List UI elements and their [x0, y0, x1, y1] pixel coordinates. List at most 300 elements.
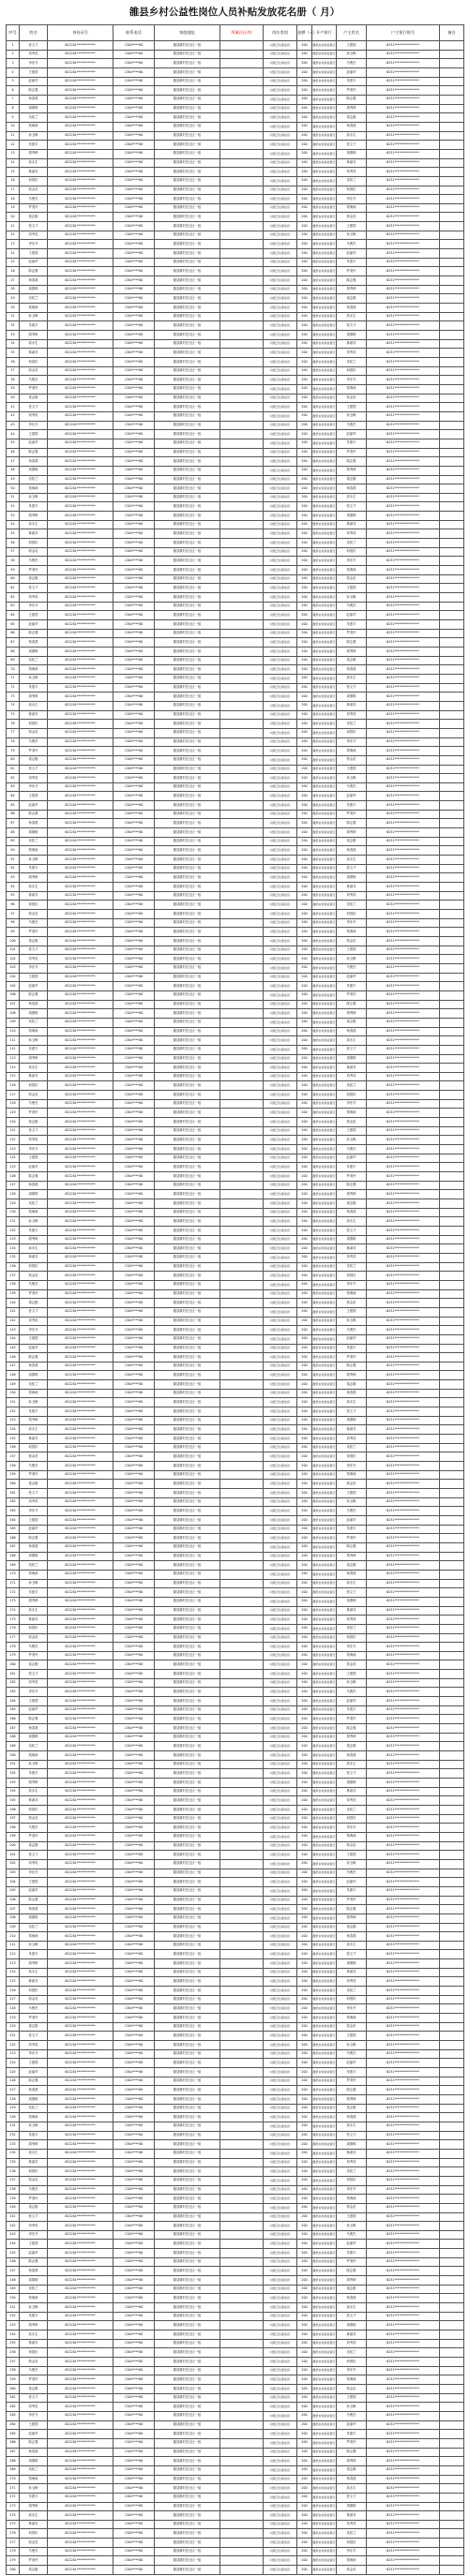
cell-remark: [440, 512, 464, 521]
cell-post-type: 村级卫生保洁员: [264, 1362, 297, 1371]
cell-id: 622201************: [48, 2222, 113, 2231]
cell-holder: 孙玉梅: [337, 50, 367, 59]
cell-id: 622201************: [48, 1280, 113, 1289]
cell-holder: 王建国: [337, 1851, 367, 1860]
cell-address: 雒县镇村庄社区一组: [155, 1199, 220, 1209]
cell-account: 6231****************: [367, 982, 440, 991]
cell-account: 6231****************: [367, 67, 440, 77]
cell-name: 陈志强: [20, 2257, 48, 2267]
cell-id: 622201************: [48, 1886, 113, 1896]
cell-account: 6231****************: [367, 502, 440, 512]
cell-account: 6231****************: [367, 1606, 440, 1616]
cell-id: 622201************: [48, 1651, 113, 1660]
cell-phone: 1304****08: [113, 1380, 155, 1390]
cell-holder: 郑海涛: [337, 1470, 367, 1480]
cell-post-type: 村级卫生保洁员: [264, 1000, 297, 1009]
cell-holder: 刘秀英: [337, 710, 367, 720]
cell-phone: 1304****08: [113, 828, 155, 838]
cell-holder: 胡秀珍: [337, 2276, 367, 2286]
cell-post-type: 村级卫生保洁员: [264, 1606, 297, 1616]
cell-phone: 1304****08: [113, 95, 155, 104]
cell-account: 6231****************: [367, 176, 440, 186]
cell-name: 赵丽华: [20, 258, 48, 267]
cell-name: 王建国: [20, 611, 48, 620]
cell-post-type: 村级卫生保洁员: [264, 1869, 297, 1878]
cell-id: 622201************: [48, 1779, 113, 1788]
cell-remark: [440, 2393, 464, 2403]
cell-post-type: 村级卫生保洁员: [264, 376, 297, 385]
table-row: [7, 349, 464, 358]
cell-address: 雒县镇村庄社区一组: [155, 936, 220, 946]
cell-seq: 168: [7, 1552, 20, 1561]
cell-village: [220, 493, 264, 502]
cell-remark: [440, 2140, 464, 2150]
cell-name: 朱建平: [20, 1950, 48, 1959]
cell-bank: 雒县农村商业银行: [312, 2041, 337, 2050]
cell-seq: 56: [7, 539, 20, 548]
cell-account: 6231****************: [367, 557, 440, 566]
cell-account: 6231****************: [367, 2077, 440, 2086]
cell-id: 622201************: [48, 2276, 113, 2286]
cell-village: [220, 1832, 264, 1841]
cell-address: 雒县镇村庄社区一组: [155, 2140, 220, 2150]
cell-phone: 1304****08: [113, 411, 155, 421]
cell-seq: 96: [7, 901, 20, 910]
cell-village: [220, 2556, 264, 2566]
cell-amount: 200: [297, 1651, 312, 1660]
cell-account: 6231****************: [367, 2457, 440, 2466]
cell-village: [220, 1633, 264, 1643]
cell-post-type: 村级卫生保洁员: [264, 1199, 297, 1209]
cell-bank: 雒县农村商业银行: [312, 2131, 337, 2140]
cell-holder: 杨春燕: [337, 1027, 367, 1036]
cell-remark: [440, 1588, 464, 1598]
table-row: [7, 2539, 464, 2548]
cell-holder: 朱建平: [337, 2249, 367, 2258]
cell-post-type: 村级卫生保洁员: [264, 891, 297, 901]
cell-seq: 30: [7, 304, 20, 313]
cell-post-type: 村级卫生保洁员: [264, 2484, 297, 2494]
cell-account: 6231****************: [367, 1118, 440, 1127]
cell-bank: 雒县农村商业银行: [312, 765, 337, 774]
cell-post-type: 村级卫生保洁员: [264, 122, 297, 131]
cell-post-type: 村级卫生保洁员: [264, 828, 297, 838]
cell-remark: [440, 557, 464, 566]
cell-remark: [440, 2420, 464, 2430]
cell-phone: 1304****08: [113, 1633, 155, 1643]
cell-remark: [440, 50, 464, 59]
cell-seq: 252: [7, 2312, 20, 2321]
cell-id: 622201************: [48, 1389, 113, 1398]
cell-id: 622201************: [48, 213, 113, 222]
cell-amount: 200: [297, 2457, 312, 2466]
cell-village: [220, 955, 264, 964]
cell-seq: 22: [7, 231, 20, 240]
cell-address: 雒县镇村庄社区一组: [155, 41, 220, 51]
table-row: [7, 2484, 464, 2494]
cell-account: 6231****************: [367, 384, 440, 394]
cell-remark: [440, 1688, 464, 1697]
cell-remark: [440, 1760, 464, 1769]
cell-account: 6231****************: [367, 973, 440, 982]
cell-account: 6231****************: [367, 2484, 440, 2494]
cell-remark: [440, 765, 464, 774]
cell-post-type: 村级卫生保洁员: [264, 1923, 297, 1932]
cell-post-type: 村级卫生保洁员: [264, 837, 297, 846]
table-row: [7, 2475, 464, 2484]
cell-name: 周德明: [20, 104, 48, 113]
cell-account: 6231****************: [367, 2249, 440, 2258]
cell-bank: 雒县农村商业银行: [312, 394, 337, 403]
cell-account: 6231****************: [367, 294, 440, 304]
cell-seq: 106: [7, 990, 20, 1000]
cell-phone: 1304****08: [113, 2493, 155, 2502]
cell-post-type: 村级卫生保洁员: [264, 1326, 297, 1335]
cell-village: [220, 1126, 264, 1136]
table-row: [7, 1317, 464, 1326]
cell-seq: 208: [7, 1913, 20, 1923]
cell-id: 622201************: [48, 77, 113, 86]
table-row: [7, 2502, 464, 2511]
cell-seq: 181: [7, 1670, 20, 1679]
cell-village: [220, 1190, 264, 1199]
cell-id: 622201************: [48, 891, 113, 901]
cell-amount: 200: [297, 1905, 312, 1914]
cell-post-type: 村级卫生保洁员: [264, 149, 297, 158]
table-row: [7, 674, 464, 683]
table-row: [7, 1534, 464, 1543]
cell-phone: 1304****08: [113, 2014, 155, 2023]
cell-address: 雒县镇村庄社区一组: [155, 1579, 220, 1588]
cell-remark: [440, 1126, 464, 1136]
cell-id: 622201************: [48, 276, 113, 286]
cell-seq: 165: [7, 1525, 20, 1534]
cell-id: 622201************: [48, 1588, 113, 1598]
table-row: [7, 1733, 464, 1742]
table-row: [7, 1199, 464, 1209]
cell-address: 雒县镇村庄社区一组: [155, 176, 220, 186]
cell-bank: 雒县农村商业银行: [312, 2240, 337, 2249]
cell-seq: 100: [7, 936, 20, 946]
cell-holder: 郭金花: [337, 394, 367, 403]
cell-holder: 张文才: [337, 1950, 367, 1959]
table-row: [7, 50, 464, 59]
cell-bank: 雒县农村商业银行: [312, 2294, 337, 2303]
cell-name: 罗美玲: [20, 2195, 48, 2204]
cell-address: 雒县镇村庄社区一组: [155, 1262, 220, 1272]
cell-phone: 1304****08: [113, 1371, 155, 1380]
cell-seq: 40: [7, 394, 20, 403]
cell-seq: 94: [7, 883, 20, 892]
cell-address: 雒县镇村庄社区一组: [155, 2312, 220, 2321]
cell-id: 622201************: [48, 1371, 113, 1380]
cell-holder: 罗美玲: [337, 810, 367, 819]
cell-bank: 雒县农村商业银行: [312, 195, 337, 204]
cell-remark: [440, 1932, 464, 1942]
cell-account: 6231****************: [367, 1515, 440, 1525]
cell-bank: 雒县农村商业银行: [312, 2330, 337, 2340]
table-row: [7, 1208, 464, 1217]
cell-village: [220, 158, 264, 168]
cell-bank: 雒县农村商业银行: [312, 2212, 337, 2222]
cell-phone: 1304****08: [113, 1561, 155, 1571]
cell-post-type: 村级卫生保洁员: [264, 593, 297, 603]
cell-remark: [440, 1959, 464, 1969]
cell-account: 6231****************: [367, 1814, 440, 1824]
table-row: [7, 1443, 464, 1452]
cell-village: [220, 411, 264, 421]
cell-name: 李东升: [20, 59, 48, 68]
cell-holder: 何国庆: [337, 1633, 367, 1643]
cell-phone: 1304****08: [113, 819, 155, 828]
cell-bank: 雒县农村商业银行: [312, 728, 337, 737]
cell-bank: 雒县农村商业银行: [312, 1126, 337, 1136]
cell-phone: 1304****08: [113, 557, 155, 566]
cell-post-type: 村级卫生保洁员: [264, 1036, 297, 1046]
cell-seq: 236: [7, 2167, 20, 2177]
cell-seq: 5: [7, 77, 20, 86]
cell-post-type: 村级卫生保洁员: [264, 285, 297, 294]
cell-holder: 吴桂兰: [337, 720, 367, 729]
cell-holder: 梁志刚: [337, 1380, 367, 1390]
cell-phone: 1304****08: [113, 439, 155, 448]
cell-account: 6231****************: [367, 2195, 440, 2204]
cell-holder: 杨春燕: [337, 665, 367, 675]
cell-holder: 赵丽华: [337, 792, 367, 801]
cell-remark: [440, 394, 464, 403]
cell-name: 郑海涛: [20, 1570, 48, 1579]
cell-id: 622201************: [48, 602, 113, 611]
cell-phone: 1304****08: [113, 1081, 155, 1091]
cell-holder: 胡秀珍: [337, 2457, 367, 2466]
cell-account: 6231****************: [367, 1217, 440, 1227]
cell-account: 6231****************: [367, 674, 440, 683]
cell-seq: 126: [7, 1172, 20, 1182]
cell-phone: 1304****08: [113, 1217, 155, 1227]
cell-post-type: 村级卫生保洁员: [264, 1334, 297, 1344]
cell-seq: 28: [7, 285, 20, 294]
cell-seq: 121: [7, 1126, 20, 1136]
cell-id: 622201************: [48, 1009, 113, 1019]
cell-holder: 罗美玲: [337, 629, 367, 638]
cell-address: 雒县镇村庄社区一组: [155, 1099, 220, 1109]
cell-id: 622201************: [48, 1552, 113, 1561]
cell-amount: 200: [297, 403, 312, 412]
cell-address: 雒县镇村庄社区一组: [155, 584, 220, 593]
cell-address: 雒县镇村庄社区一组: [155, 2330, 220, 2340]
cell-remark: [440, 1353, 464, 1362]
cell-remark: [440, 990, 464, 1000]
cell-phone: 1304****08: [113, 963, 155, 973]
cell-post-type: 村级卫生保洁员: [264, 873, 297, 883]
cell-seq: 192: [7, 1769, 20, 1779]
cell-remark: [440, 86, 464, 96]
cell-post-type: 村级卫生保洁员: [264, 1678, 297, 1688]
cell-holder: 吴桂兰: [337, 539, 367, 548]
cell-bank: 雒县农村商业银行: [312, 240, 337, 249]
cell-amount: 200: [297, 1244, 312, 1254]
cell-amount: 200: [297, 1416, 312, 1425]
cell-village: [220, 1751, 264, 1761]
cell-village: [220, 195, 264, 204]
table-row: [7, 1380, 464, 1390]
cell-phone: 1304****08: [113, 1480, 155, 1489]
table-row: [7, 2122, 464, 2131]
cell-village: [220, 2375, 264, 2385]
cell-bank: 雒县农村商业银行: [312, 475, 337, 484]
cell-id: 622201************: [48, 50, 113, 59]
cell-seq: 73: [7, 692, 20, 702]
table-row: [7, 846, 464, 856]
table-row: [7, 1262, 464, 1272]
cell-name: 马俊杰: [20, 2547, 48, 2556]
cell-post-type: 村级卫生保洁员: [264, 782, 297, 792]
cell-id: 622201************: [48, 856, 113, 865]
table-row: [7, 1425, 464, 1435]
cell-village: [220, 2502, 264, 2511]
cell-seq: 63: [7, 602, 20, 611]
cell-amount: 200: [297, 973, 312, 982]
cell-seq: 253: [7, 2321, 20, 2330]
cell-remark: [440, 1452, 464, 1462]
cell-name: 赵丽华: [20, 1344, 48, 1353]
cell-seq: 265: [7, 2430, 20, 2439]
cell-bank: 雒县农村商业银行: [312, 1435, 337, 1444]
cell-address: 雒县镇村庄社区一组: [155, 339, 220, 349]
cell-phone: 1304****08: [113, 1027, 155, 1036]
cell-village: [220, 1705, 264, 1715]
cell-address: 雒县镇村庄社区一组: [155, 1054, 220, 1064]
col-post-type: 岗位类别: [264, 25, 297, 41]
cell-holder: 梁志刚: [337, 1742, 367, 1751]
cell-name: 马俊杰: [20, 376, 48, 385]
cell-bank: 雒县农村商业银行: [312, 1678, 337, 1688]
cell-address: 雒县镇村庄社区一组: [155, 1814, 220, 1824]
cell-account: 6231****************: [367, 1091, 440, 1100]
cell-bank: 雒县农村商业银行: [312, 2049, 337, 2059]
cell-phone: 1304****08: [113, 475, 155, 484]
cell-village: [220, 1452, 264, 1462]
cell-phone: 1304****08: [113, 2312, 155, 2321]
table-row: [7, 1643, 464, 1652]
cell-remark: [440, 2339, 464, 2348]
cell-phone: 1304****08: [113, 1896, 155, 1905]
cell-village: [220, 1371, 264, 1380]
table-row: [7, 819, 464, 828]
cell-address: 雒县镇村庄社区一组: [155, 819, 220, 828]
cell-address: 雒县镇村庄社区一组: [155, 86, 220, 96]
cell-remark: [440, 1099, 464, 1109]
cell-amount: 200: [297, 2294, 312, 2303]
cell-remark: [440, 946, 464, 955]
cell-account: 6231****************: [367, 1534, 440, 1543]
cell-account: 6231****************: [367, 2547, 440, 2556]
cell-amount: 200: [297, 231, 312, 240]
cell-id: 622201************: [48, 168, 113, 177]
cell-phone: 1304****08: [113, 973, 155, 982]
cell-seq: 152: [7, 1407, 20, 1417]
table-row: [7, 946, 464, 955]
col-holder: 户主姓名: [337, 25, 367, 41]
cell-bank: 雒县农村商业银行: [312, 331, 337, 340]
table-row: [7, 2465, 464, 2475]
cell-id: 622201************: [48, 1353, 113, 1362]
cell-address: 雒县镇村庄社区一组: [155, 195, 220, 204]
cell-village: [220, 2230, 264, 2240]
cell-post-type: 村级卫生保洁员: [264, 2257, 297, 2267]
table-row: [7, 1913, 464, 1923]
table-row: [7, 2321, 464, 2330]
cell-phone: 1304****08: [113, 104, 155, 113]
cell-address: 雒县镇村庄社区一组: [155, 1371, 220, 1380]
cell-seq: 39: [7, 384, 20, 394]
cell-village: [220, 1515, 264, 1525]
cell-village: [220, 1660, 264, 1670]
cell-id: 622201************: [48, 1416, 113, 1425]
cell-village: [220, 1724, 264, 1734]
cell-account: 6231****************: [367, 484, 440, 494]
cell-account: 6231****************: [367, 901, 440, 910]
cell-bank: 雒县农村商业银行: [312, 457, 337, 467]
cell-account: 6231****************: [367, 475, 440, 484]
cell-post-type: 村级卫生保洁员: [264, 1688, 297, 1697]
cell-remark: [440, 2267, 464, 2276]
cell-address: 雒县镇村庄社区一组: [155, 1462, 220, 1471]
table-row: [7, 1597, 464, 1606]
cell-phone: 1304****08: [113, 1859, 155, 1869]
cell-post-type: 村级卫生保洁员: [264, 403, 297, 412]
cell-village: [220, 484, 264, 494]
table-row: [7, 2285, 464, 2294]
cell-post-type: 村级卫生保洁员: [264, 737, 297, 747]
cell-village: [220, 1651, 264, 1660]
cell-account: 6231****************: [367, 1624, 440, 1633]
cell-village: [220, 2041, 264, 2050]
cell-id: 622201************: [48, 1407, 113, 1417]
cell-post-type: 村级卫生保洁员: [264, 168, 297, 177]
cell-remark: [440, 1462, 464, 1471]
cell-amount: 200: [297, 466, 312, 475]
cell-amount: 200: [297, 946, 312, 955]
cell-seq: 171: [7, 1579, 20, 1588]
cell-amount: 200: [297, 294, 312, 304]
cell-bank: 雒县农村商业银行: [312, 1416, 337, 1425]
cell-name: 高永生: [20, 1425, 48, 1435]
cell-bank: 雒县农村商业银行: [312, 1896, 337, 1905]
cell-phone: 1304****08: [113, 2358, 155, 2367]
cell-address: 雒县镇村庄社区一组: [155, 2556, 220, 2566]
cell-account: 6231****************: [367, 77, 440, 86]
cell-account: 6231****************: [367, 1172, 440, 1182]
cell-phone: 1304****08: [113, 1977, 155, 1987]
cell-account: 6231****************: [367, 566, 440, 575]
cell-village: [220, 1009, 264, 1019]
cell-remark: [440, 1045, 464, 1054]
cell-seq: 277: [7, 2539, 20, 2548]
cell-account: 6231****************: [367, 647, 440, 656]
cell-remark: [440, 1317, 464, 1326]
cell-post-type: 村级卫生保洁员: [264, 1462, 297, 1471]
cell-post-type: 村级卫生保洁员: [264, 774, 297, 783]
cell-account: 6231****************: [367, 1416, 440, 1425]
cell-id: 622201************: [48, 2420, 113, 2430]
cell-id: 622201************: [48, 1452, 113, 1462]
cell-remark: [440, 113, 464, 123]
cell-account: 6231****************: [367, 701, 440, 710]
title-prefix: 雒县乡村公益性岗位人员补贴发放花名册（: [129, 7, 317, 18]
cell-id: 622201************: [48, 1045, 113, 1054]
cell-village: [220, 285, 264, 294]
